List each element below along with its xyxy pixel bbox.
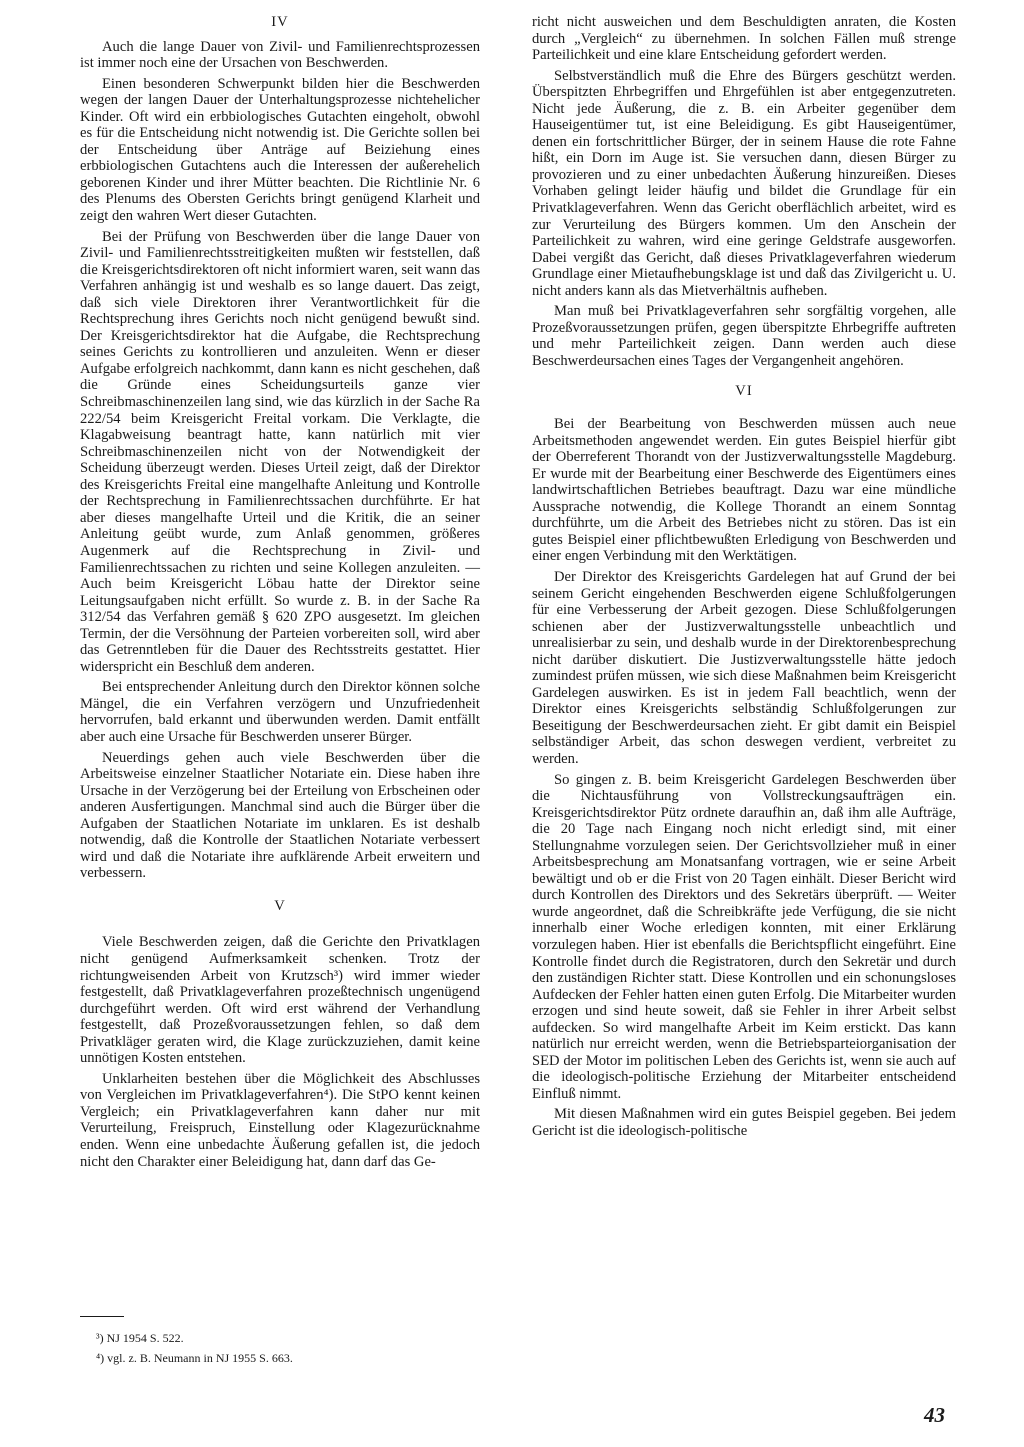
paragraph: Selbstverständlich muß die Ehre des Bürgers geschützt werden. Überspitzten Ehrbegriffen und Ehrgefühlen ist aber entgegenzutreten. Nicht jede Äußerung, die z. B. ein Arbeiter gegenüber dem Hauseigentümer tut, ist eine Beleidigung. Es gibt Hauseigentümer, denen ein fortschrittlicher Bürger, der in seinem Hause die rote Fahne hißt, ein Dorn im Auge ist. Sie versuchen dann, diesen Bürger zu provozieren und zu einer unbedachten Äußerung hinzureißen. Dieses Vorhaben gelingt leider häufig und bildet die Grundlage für ein Privatklageverfahren. Wenn das Gericht oberflächlich arbeitet, wird es zur Verurteilung des Bürgers kommen. Um den Anschein der Parteilichkeit zu wahren, wird eine geringe Geldstrafe ausgeworfen. Dabei vergißt das Gericht, daß dieses Privatklageverfahren wiederum Grundlage einer Mietaufhebungsklage ist und daß das Zivilgericht u. U. nicht anders kann als das Mietverhältnis aufheben. xyxy=(532,67,956,299)
paragraph: Der Direktor des Kreisgerichts Gardelegen hat auf Grund der bei seinem Gericht eingehenden Beschwerden eigene Schlußfolgerungen für eine Verbesserung der Arbeit gezogen. Diese Schlußfolgerungen schienen aber der Justizverwaltungsstelle unbeachtlich und unrealisierbar zu sein, und deshalb wurde in der Direktorenbesprechung nicht darüber diskutiert. Die Justizverwaltungsstelle hätte jedoch zumindest prüfen müssen, wie sich diese Maßnahmen beim Kreisgericht Gardelegen auswirken. Es ist in jedem Fall beachtlich, wenn der Direktor eines Kreisgerichts selbständig Schlußfolgerungen zur Beseitigung der Beschwerdeursachen zieht. Er gibt damit ein Beispiel selbständiger Arbeit, das schon deswegen verdient, verbreitet zu werden. xyxy=(532,568,956,767)
paragraph: Viele Beschwerden zeigen, daß die Gerichte den Privatklagen nicht genügend Aufmerksamkeit schenken. Trotz der richtungweisenden Arbeit von Krutzsch³) wird immer wieder festgestellt, daß Privatklageverfahren prozeßtechnisch ungenügend durchgeführt werden. Oft wird erst während der Verhandlung festgestellt, daß Prozeßvoraussetzungen fehlen, so daß dem Privatkläger geraten wird, die Klage zurückzuziehen, damit keine unnötigen Kosten entstehen. xyxy=(80,934,480,1067)
paragraph: Mit diesen Maßnahmen wird ein gutes Beispiel gegeben. Bei jedem Gericht ist die ideologisch-politische xyxy=(532,1106,956,1139)
footnote: ³) NJ 1954 S. 522. xyxy=(96,1331,184,1345)
section-heading-v: V xyxy=(274,897,286,914)
paragraph: So gingen z. B. beim Kreisgericht Gardelegen Beschwerden über die Nichtausführung von Vollstreckungsaufträgen ein. Kreisgerichtsdirektor Pütz ordnete daraufhin an, daß ihm alle Aufträge, die 20 Tage nach Eingang noch nicht erledigt sind, mit einer Stellungnahme vorzulegen seien. Der Gerichtsvollzieher muß in einer Arbeitsbesprechung am Monatsanfang vortragen, wie er seine Arbeit bewältigt und ob er die Frist von 20 Tagen einhält. Dieser Bericht wird durch Kontrollen des Direktors und des Sekretärs überprüft. — Weiter wurde angeordnet, daß die Schreibkräfte jede Verfügung, die sie nicht innerhalb einer Woche erledigen konnten, mit einer Erklärung vorzulegen haben. Hier ist ebenfalls die Berichtspflicht eingeführt. Eine Kontrolle findet durch die Registratoren, durch den Sekretär und durch den zuständigen Richter statt. Diese Kontrollen und ein schonungsloses Aufdecken der Fehler hatten einen guten Erfolg. Die Mitarbeiter wurden erzogen und sind heute soweit, daß sie Fehler in ihrer Arbeit selbst aufdecken. So wird mangelhafte Arbeit im Keim erstickt. Das kann natürlich nur erreicht werden, wenn die Betriebsparteiorganisation der SED der Motor im politischen Leben des Gerichts ist, wenn sie auch auf die ideologisch-politische Erziehung der Mitarbeiter entscheidend Einfluß nimmt. xyxy=(532,771,956,1102)
footnote: ⁴) vgl. z. B. Neumann in NJ 1955 S. 663. xyxy=(96,1351,293,1365)
section-heading-vi: VI xyxy=(735,383,753,400)
paragraph: Auch die lange Dauer von Zivil- und Familienrechtsprozessen ist immer noch eine der Ursachen von Beschwerden. xyxy=(80,38,480,72)
paragraph: Neuerdings gehen auch viele Beschwerden über die Arbeitsweise einzelner Staatlicher Notariate ein. Diese haben ihre Ursache in der Verzögerung bei der Erteilung von Erbscheinen oder anderen Ausfertigungen. Manchmal sind auch die Bürger über die Aufgaben der Staatlichen Notariate im unklaren. Es ist deshalb notwendig, daß die Kontrolle der Staatlichen Notariate verbessert wird und daß die Notariate ihre aufklärende Arbeit erweitern und verbessern. xyxy=(80,749,480,882)
section-heading-iv: IV xyxy=(271,14,289,30)
page-number: 43 xyxy=(924,1403,945,1427)
left-column xyxy=(80,14,480,1174)
paragraph: Einen besonderen Schwerpunkt bilden hier die Beschwerden wegen der langen Dauer der Unterhaltungsprozesse nichtehelicher Kinder. Oft wird ein erbbiologisches Gutachten eingeholt, obwohl es für die Entscheidung nicht notwendig ist. Die Gerichte sollen bei der Entscheidung über Anträge auf Beiziehung eines erbbiologischen Gutachtens auch die Interessen der außerehelich geborenen Kinder und ihrer Mütter beachten. Die Richtlinie Nr. 6 des Plenums des Obersten Gerichts bringt genügend Klarheit und zeigt den wahren Wert dieser Gutachten. xyxy=(80,75,480,225)
paragraph: Bei der Bearbeitung von Beschwerden müssen auch neue Arbeitsmethoden angewendet werden. Ein gutes Beispiel hierfür gibt der Oberreferent Thorandt von der Justizverwaltungsstelle Magdeburg. Er wurde mit der Bearbeitung einer Beschwerde des Eigentümers eines landwirtschaftlichen Betriebes beauftragt. Dazu war eine mündliche Aussprache notwendig, die Kollege Thorandt an einem Sonntag durchführte, um die Arbeit des Betriebes nicht zu stören. Das ist ein gutes Beispiel einer pflichtbewußten Erledigung von Beschwerden und einer engen Verbindung mit den Werktätigen. xyxy=(532,416,956,565)
paragraph: Bei der Prüfung von Beschwerden über die lange Dauer von Zivil- und Familienrechtsstreitigkeiten mußten wir feststellen, daß die Kreisgerichtsdirektoren oft nicht informiert waren, seit wann das Verfahren anhängig ist und weshalb es so lange dauert. Das zeigt, daß sich viele Direktoren ihrer Verantwortlichkeit für die Rechtsprechung ihres Gerichts noch nicht genügend bewußt sind. Der Kreisgerichtsdirektor hat die Aufgabe, die Rechtsprechung seines Gerichts zu kontrollieren und anzuleiten. Wenn er dieser Aufgabe erfolgreich nachkommt, dann kann es nicht geschehen, daß die Gründe eines Scheidungsurteils ganze vier Schreibmaschinenzeilen lang sind, wie das kürzlich in der Sache Ra 222/54 beim Kreisgericht Freital vorkam. Die Verklagte, die Klagabweisung beantragt hatte, kann natürlich mit vier Schreibmaschinenzeilen nicht von der Notwendigkeit der Scheidung überzeugt werden. Dieses Urteil zeigt, daß der Direktor des Kreisgerichts Freital eine mangelhafte Anleitung und Kontrolle der Rechtsprechung in Familienrechtssachen durchführte. Er hat aber dieses mangelhafte Urteil und die Kritik, die an seiner Anleitung geübt wurde, zum Anlaß genommen, größeres Augenmerk auf die Rechtsprechung in Zivil- und Familienrechtssachen zu richten und seine Kollegen anzuleiten. — Auch beim Kreisgericht Löbau hatte der Direktor seine Leitungsaufgaben nicht erfüllt. So wurde z. B. in der Sache Ra 312/54 das Verfahren gemäß § 620 ZPO ausgesetzt. Im gleichen Termin, der die Versöhnung der Parteien vorbereiten soll, wird aber das Getrenntleben für die Dauer des Rechtsstreits gestattet. Hier widerspricht ein Beschluß dem anderen. xyxy=(80,228,480,675)
paragraph: Bei entsprechender Anleitung durch den Direktor können solche Mängel, die ein Verfahren verzögern und Unzufriedenheit hervorrufen, bald erkannt und überwunden werden. Damit entfällt aber auch eine Ursache für Beschwerden unserer Bürger. xyxy=(80,679,480,745)
paragraph: richt nicht ausweichen und dem Beschuldigten anraten, die Kosten durch „Vergleich“ zu übernehmen. In solchen Fällen muß strenge Parteilichkeit und eine klare Entscheidung gefordert werden. xyxy=(532,14,956,64)
footnote-divider xyxy=(80,1316,124,1317)
paragraph: Man muß bei Privatklageverfahren sehr sorgfältig vorgehen, alle Prozeßvoraussetzungen prüfen, gegen überspitzte Ehrbegriffe auftreten und mehr Parteilichkeit zeigen. Dann werden auch diese Beschwerdeursachen eines Tages der Vergangenheit angehören. xyxy=(532,303,956,369)
paragraph: Unklarheiten bestehen über die Möglichkeit des Abschlusses von Vergleichen im Privatklageverfahren⁴). Die StPO kennt keinen Vergleich; ein Privatklageverfahren kann daher nur mit Verurteilung, Freispruch, Einstellung oder Klagezurücknahme enden. Wenn eine unbedachte Äußerung gefallen ist, die jedoch nicht den Charakter einer Beleidigung hat, dann darf das Ge- xyxy=(80,1070,480,1170)
right-column xyxy=(532,14,956,1144)
footnotes xyxy=(96,1328,476,1368)
